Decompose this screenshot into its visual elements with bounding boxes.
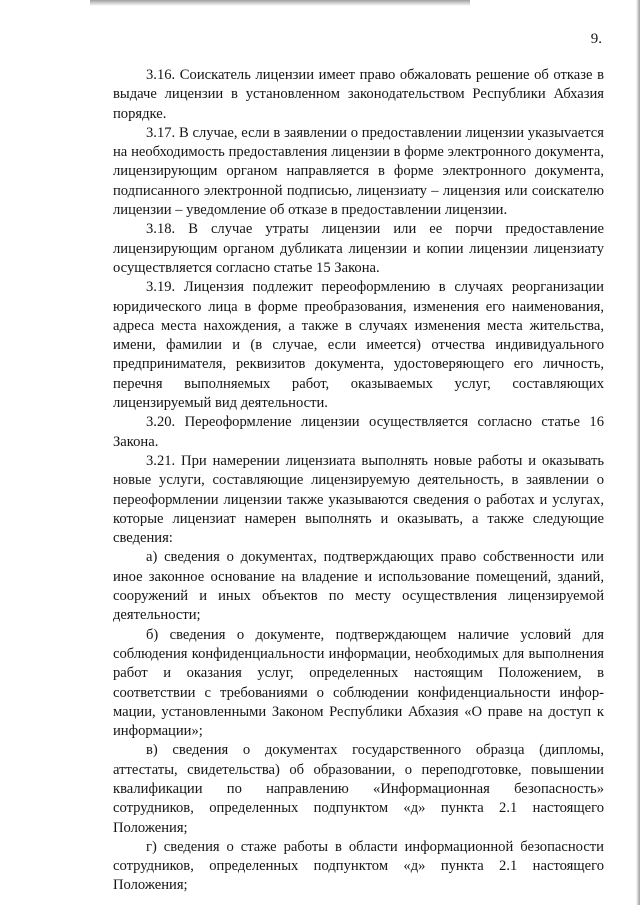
list-item-a: а) сведения о документах, подтверждающих право собственности или иное законное основание на владение и использование помещений, зданий, сооружений и иных объектов по месту осуществления лицензируемой деятельности;: [113, 549, 604, 624]
paragraph-3-21: 3.21. При намерении лицензиата выполнять новые работы и оказывать новые услуги, составляющие лицензируемую деятельность, в заявлении о переоформлении лицензии также указываются сведения о работах и услугах, которые лицензиат намерен выполнять и оказывать, а также следующие сведения:: [113, 452, 604, 547]
list-item-g: г) сведения о стаже работы в области информационной безопасности сотрудников, определенных подпунктом «д» пункта 2.1 настоящего Положения;: [113, 838, 604, 894]
paragraph-3-18: 3.18. В случае утраты лицензии или ее порчи предоставление лицензирующим органом дубликата лицензии и копии лицензии лицензиату осуществляется согласно статье 15 Закона.: [113, 221, 604, 276]
paragraph-3-20: 3.20. Переоформление лицензии осуществляется согласно статье 16 Закона.: [113, 414, 604, 450]
paragraph-3-19: 3.19. Лицензия подлежит переоформлению в случаях реорганизации юридического лица в форме преобразования, изменения его наименования, адреса места нахождения, а также в случаях изменения места жительства, имени, фамилии и (в случае, если имеется) отчества индивидуального предпринимателя, реквизитов документа, удостоверяющего его личность, перечня выполняемых работ, оказываемых услуг, составляющих лицензируемый вид деятельности.: [113, 279, 604, 412]
list-item-v: в) сведения о документах государственного образца (дипломы, аттестаты, свидетельства) об образовании, о переподготовке, повышении квалификации по направлению «Информационная безопасность» сотрудников, определенных подпунктом «д» пункта 2.1 настоящего Положения;: [113, 742, 604, 836]
list-item-b: б) сведения о документе, подтверждающем наличие условий для соблюдения конфиденциальности информации, необходимых для выполнения работ и оказания услуг, определенных настоящим Положением, в соответствии с требованиями о соблюдении конфиденциальности информации, установленными Законом Республики Абхазия «О праве на доступ к информации»;: [113, 626, 604, 740]
scan-artifact-edge: [636, 0, 640, 905]
scan-artifact-top: [90, 0, 470, 6]
document-body: [113, 66, 604, 896]
paragraph-3-16: 3.16. Соискатель лицензии имеет право обжаловать решение об отказе в выдаче лицензии в установленном законодательством Республики Абхазия порядке.: [113, 67, 604, 122]
page-number: 9.: [590, 31, 602, 47]
paragraph-3-17: 3.17. В случае, если в заявлении о предоставлении лицензии указыvается на необходимость предоставления лицензии в форме электронного документа, лицензирующим органом направляется в форме электронного документа, подписанного электронной подписью, лицензиату – лицензия или соискателю лицензии – уведомление об отказе в предоставлении лицензии.: [113, 124, 604, 219]
